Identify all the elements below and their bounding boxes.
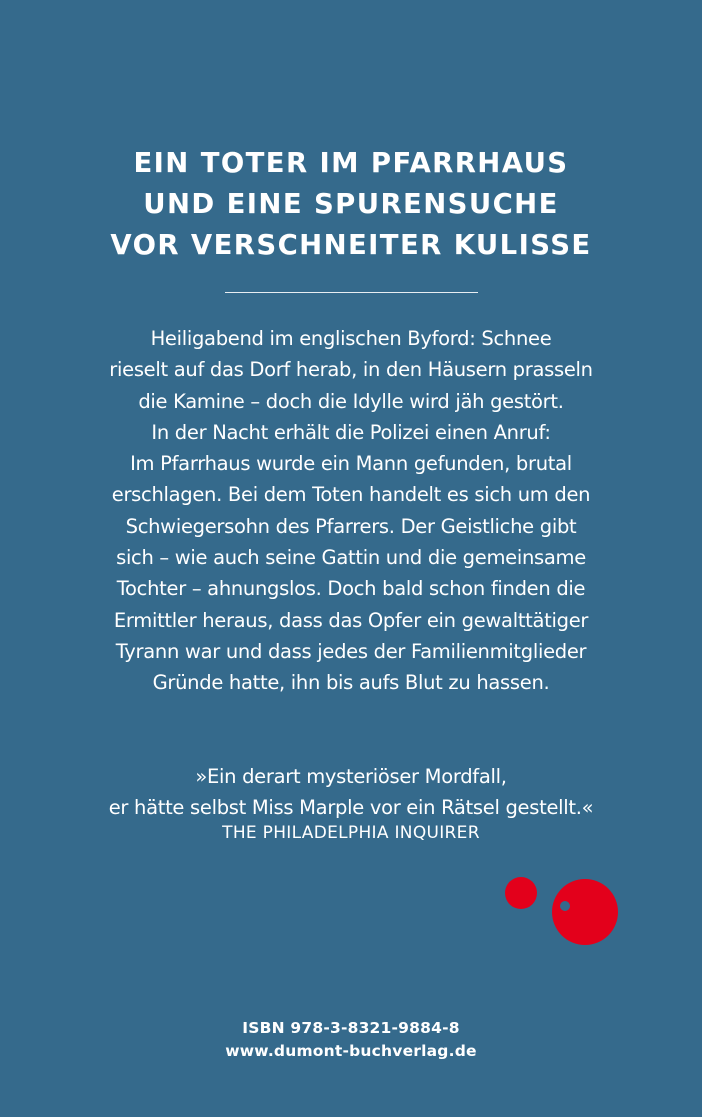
- blurb-line: Ermittler heraus, dass das Opfer ein gewalttätiger: [113, 608, 589, 632]
- footer: [0, 1017, 702, 1063]
- logo-inner-dot: [560, 901, 570, 911]
- headline-line-2: UND EINE SPURENSUCHE: [143, 188, 559, 220]
- headline-line-3: VOR VERSCHNEITER KULISSE: [110, 229, 592, 261]
- blurb-line: Gründe hatte, ihn bis aufs Blut zu hassen.: [152, 671, 550, 695]
- blurb-line: Tochter – ahnungslos. Doch bald schon finden die: [116, 577, 586, 601]
- headline-line-1: EIN TOTER IM PFARRHAUS: [133, 147, 569, 179]
- blurb-line: rieselt auf das Dorf herab, in den Häusern prasseln: [109, 358, 593, 382]
- blurb-line: Tyrann war und dass jedes der Familienmitglieder: [115, 639, 587, 663]
- logo-large-dot: [552, 879, 618, 945]
- blurb: [0, 323, 702, 699]
- blurb-line: sich – wie auch seine Gattin und die gemeinsame: [116, 546, 586, 570]
- publisher-website: www.dumont-buchverlag.de: [225, 1042, 477, 1060]
- quote-source: THE PHILADELPHIA INQUIRER: [222, 823, 480, 843]
- blurb-line: die Kamine – doch die Idylle wird jäh gestört.: [138, 389, 564, 413]
- headline: [0, 143, 702, 266]
- blurb-line: erschlagen. Bei dem Toten handelt es sich um den: [111, 483, 591, 507]
- blurb-line: Heiligabend im englischen Byford: Schnee: [150, 327, 552, 350]
- isbn: ISBN 978-3-8321-9884-8: [242, 1019, 460, 1037]
- quote-line-1: »Ein derart mysteriöser Mordfall,: [195, 765, 507, 788]
- blurb-line: Schwiegersohn des Pfarrers. Der Geistliche gibt: [125, 514, 577, 538]
- blurb-line: Im Pfarrhaus wurde ein Mann gefunden, brutal: [130, 452, 572, 476]
- logo-small-dot: [505, 877, 537, 909]
- dumont-dots-logo-icon: [503, 875, 623, 950]
- quote-line-2: er hätte selbst Miss Marple vor ein Rätsel gestellt.«: [108, 796, 594, 819]
- blurb-line: In der Nacht erhält die Polizei einen Anruf:: [151, 420, 551, 444]
- divider: [225, 292, 478, 293]
- press-quote: [0, 761, 702, 845]
